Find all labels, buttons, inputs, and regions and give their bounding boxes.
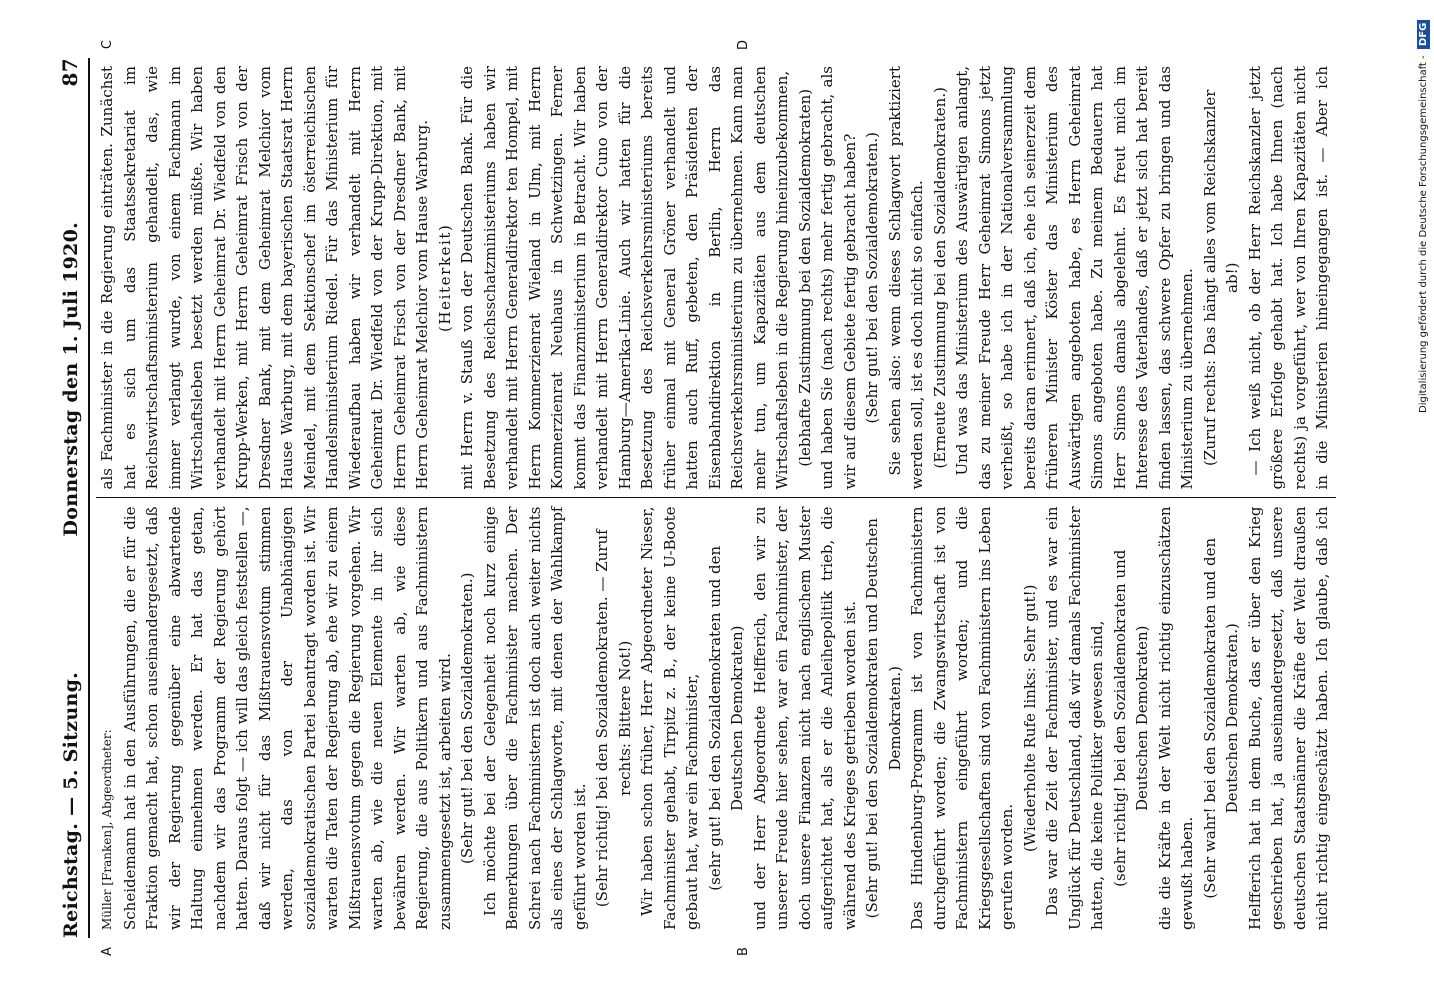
interjection: (Sehr gut! bei den Sozialdemokraten und Deutschen Demokraten.) <box>863 518 904 919</box>
page-number: 87 <box>58 58 82 87</box>
paragraph: Scheidemann hat in den Ausführungen, die er für die Fraktion gemacht hat, schon auseinandergesetzt, daß wir der Regierung gegenüber eine abwartende Haltung einnehmen werden. Er hat das getan, nachdem wir das Programm der Regierung gehört hatten. Daraus folgt — ich will das gleich feststellen —, daß wir nicht für das Mißtrauensvotum stimmen werden, das von der Unabhängigen sozialdemokratischen Partei beantragt worden ist. Wir warten die Taten der Regierung ab, ehe wir zu einem Mißtrauensvotum gegen die Regierung vorgehen. Wir warten ab, wie die neuen Elemente in ihr sich bewähren werden. Wir warten ab, wie diese Regierung, die aus Politikern und aus Fachministern zusammengesetzt ist, arbeiten wird. <box>120 506 454 930</box>
margin-marker-b: B <box>736 947 751 956</box>
paragraph: Das Hindenburg-Programm ist von Fachministern durchgeführt worden; die Zwangswirtschaft ist von Fachministern eingeführt worden; und die Kriegsgesellschaften sind von Fachministern ins Leben gerufen worden. <box>908 506 1016 930</box>
paragraph: die die Kräfte in der Welt nicht richtig einzuschätzen gewußt haben. <box>1155 506 1196 930</box>
interjection: (Sehr gut! bei den Sozialdemokraten.) <box>863 132 881 424</box>
interjection: (Erneute Zustimmung bei den Sozialdemokraten.) <box>930 87 949 469</box>
interjection: (Sehr gut! bei den Sozialdemokraten.) <box>458 572 476 865</box>
interjection: (Zuruf rechts: Das hängt alles vom Reichskanzler ab!) <box>1200 89 1241 466</box>
paragraph: und der Herr Abgeordnete Helfferich, den wir zu unserer Freude hier sehen, war ein Fachminister, der doch unsere Finanzen nicht nach englischem Muster aufgerichtet hat, als er die Anleihepolitik trieb, die während des Krieges getrieben worden ist. <box>750 506 859 930</box>
left-column <box>96 498 1336 939</box>
interjection: (Heiterkeit) <box>435 223 454 333</box>
margin-marker-a: A <box>100 947 115 956</box>
paragraph: Und was das Ministerium des Auswärtigen anlangt, das zu meiner Freude Herr Geheimrat Simons jetzt verheißt, so habe ich in der Nationalversammlung bereits daran erinnert, daß ich, ehe ich seinerzeit dem früheren Minister Köster das Ministerium des Auswärtigen angeboten habe, es Herrn Geheimrat Simons angeboten habe. Zu meinem Bedauern hat Herr Simons damals abgelehnt. Es freut mich im Interesse des Vaterlandes, daß er jetzt sich hat bereit finden lassen, das schwere Opfer zu bringen und das Ministerium zu übernehmen. <box>953 66 1196 490</box>
margin-marker-d: D <box>736 40 751 51</box>
interjection: (sehr richtig! bei den Sozialdemokraten und Deutschen Demokraten) <box>1110 549 1151 887</box>
dfg-logo: DFG <box>1417 20 1430 49</box>
paragraph: und haben Sie (nach rechts) mehr fertig gebracht, als wir auf diesem Gebiete fertig gebracht haben? <box>818 66 859 490</box>
paragraph: Ich möchte bei der Gelegenheit noch kurz einige Bemerkungen über die Fachminister machen. Der Schrei nach Fachministern ist doch auch weiter nichts als eines der Schlagworte, mit denen der Wahlkampf geführt worden ist. <box>480 506 589 930</box>
paragraph: mit Herrn v. Stauß von der Deutschen Bank. Für die Besetzung des Reichsschatzministeriums haben wir verhandelt mit Herrn Generaldirektor ten Hompel, mit Herrn Kommerzienrat Wieland in Ulm, mit Herrn Kommerzienrat Neuhaus in Schwetzingen. Ferner kommt das Finanzministerium in Betracht. Wir haben verhandelt mit Herrn Generaldirektor Cuno von der Hamburg—Amerika-Linie. Auch wir hatten für die Besetzung des Reichsverkehrsministeriums bereits früher einmal mit General Gröner verhandelt und hatten auch Ruff, gebeten, den Präsidenten der Eisenbahndirektion in Berlin, Herrn das Reichsverkehrsministerium zu übernehmen. Kann man mehr tun, um Kapazitäten aus dem deutschen Wirtschaftsleben in die Regierung hineinzubekommen, <box>458 66 791 490</box>
page-header <box>58 58 90 938</box>
dfg-credit-text: Digitalisierung gefördert durch die Deutsche Forschungsgemeinschaft - <box>1418 55 1429 413</box>
paragraph: Sie sehen also: wenn dieses Schlagwort praktiziert werden soll, ist es doch nicht so einfach. <box>885 66 926 490</box>
header-session: Reichstag. — 5. Sitzung. <box>60 671 82 938</box>
interjection: (lebhafte Zustimmung bei den Sozialdemokraten) <box>795 88 814 467</box>
paragraph: Das war die Zeit der Fachminister, und es war ein Unglück für Deutschland, daß wir damals Fachminister hatten, die keine Politiker gewesen sind, <box>1043 506 1106 930</box>
interjection: (Sehr wahr! bei den Sozialdemokraten und den Deutschen Demokraten.) <box>1200 537 1241 899</box>
header-date: Donnerstag den 1. Juli 1920. <box>60 221 82 537</box>
paragraph: Helfferich hat in dem Buche, das er über den Krieg geschrieben hat, ja auseinandergesetzt, daß unsere deutschen Staatsmänner die Kräfte der Welt draußen nicht richtig eingeschätzt haben. Ich glaube, daß ich <box>1245 506 1331 930</box>
margin-marker-c: C <box>100 40 115 50</box>
right-column <box>96 58 1336 498</box>
dfg-credit <box>1417 20 1430 413</box>
interjection: (Sehr richtig! bei den Sozialdemokraten. — Zuruf rechts: Bittere Not!) <box>593 529 634 908</box>
interjection: (Wiederholte Rufe links: Sehr gut!) <box>1020 584 1039 852</box>
paragraph: — Ich weiß nicht, ob der Herr Reichskanzler jetzt größere Erfolge gehabt hat. Ich habe Ihnen (nach rechts) ja vorgeführt, wer von Ihren Kapazitäten nicht in die Ministerien hineingegangen ist. — Aber ich <box>1245 66 1331 490</box>
paragraph: als Fachminister in die Regierung einträten. Zunächst hat es sich um das Staatssekretariat im Reichswirtschaftsministerium gehandelt, das, wie immer verlangt wurde, von einem Fachmann im Wirtschaftsleben besetzt werden müßte. Wir haben verhandelt mit Herrn Geheimrat Dr. Wiedfeld von den Krupp-Werken, mit Herrn Geheimrat Frisch von der Dresdner Bank, mit dem Geheimrat Melchior vom Hause Warburg, mit dem bayerischen Staatsrat Herrn Meindel, mit dem Sektionschef im österreichischen Handelsministerium Riedel. Für das Ministerium für Wiederaufbau haben wir verhandelt mit Herrn Geheimrat Dr. Wiedfeld von der Krupp-Direktion, mit Herrn Geheimrat Frisch von der Dresdner Bank, mit Herrn Geheimrat Melchior vom Hause Warburg. <box>98 66 431 490</box>
speaker-line: Müller [Franken], Abgeordneter: <box>100 729 114 930</box>
text-columns <box>96 40 1336 956</box>
paragraph: Wir haben schon früher, Herr Abgeordneter Nieser, Fachminister gehabt, Tirpitz z. B., der keine U-Boote gebaut hat, war ein Fachminister, <box>638 506 701 930</box>
interjection: (sehr gut! bei den Sozialdemokraten und den Deutschen Demokraten) <box>705 545 746 891</box>
